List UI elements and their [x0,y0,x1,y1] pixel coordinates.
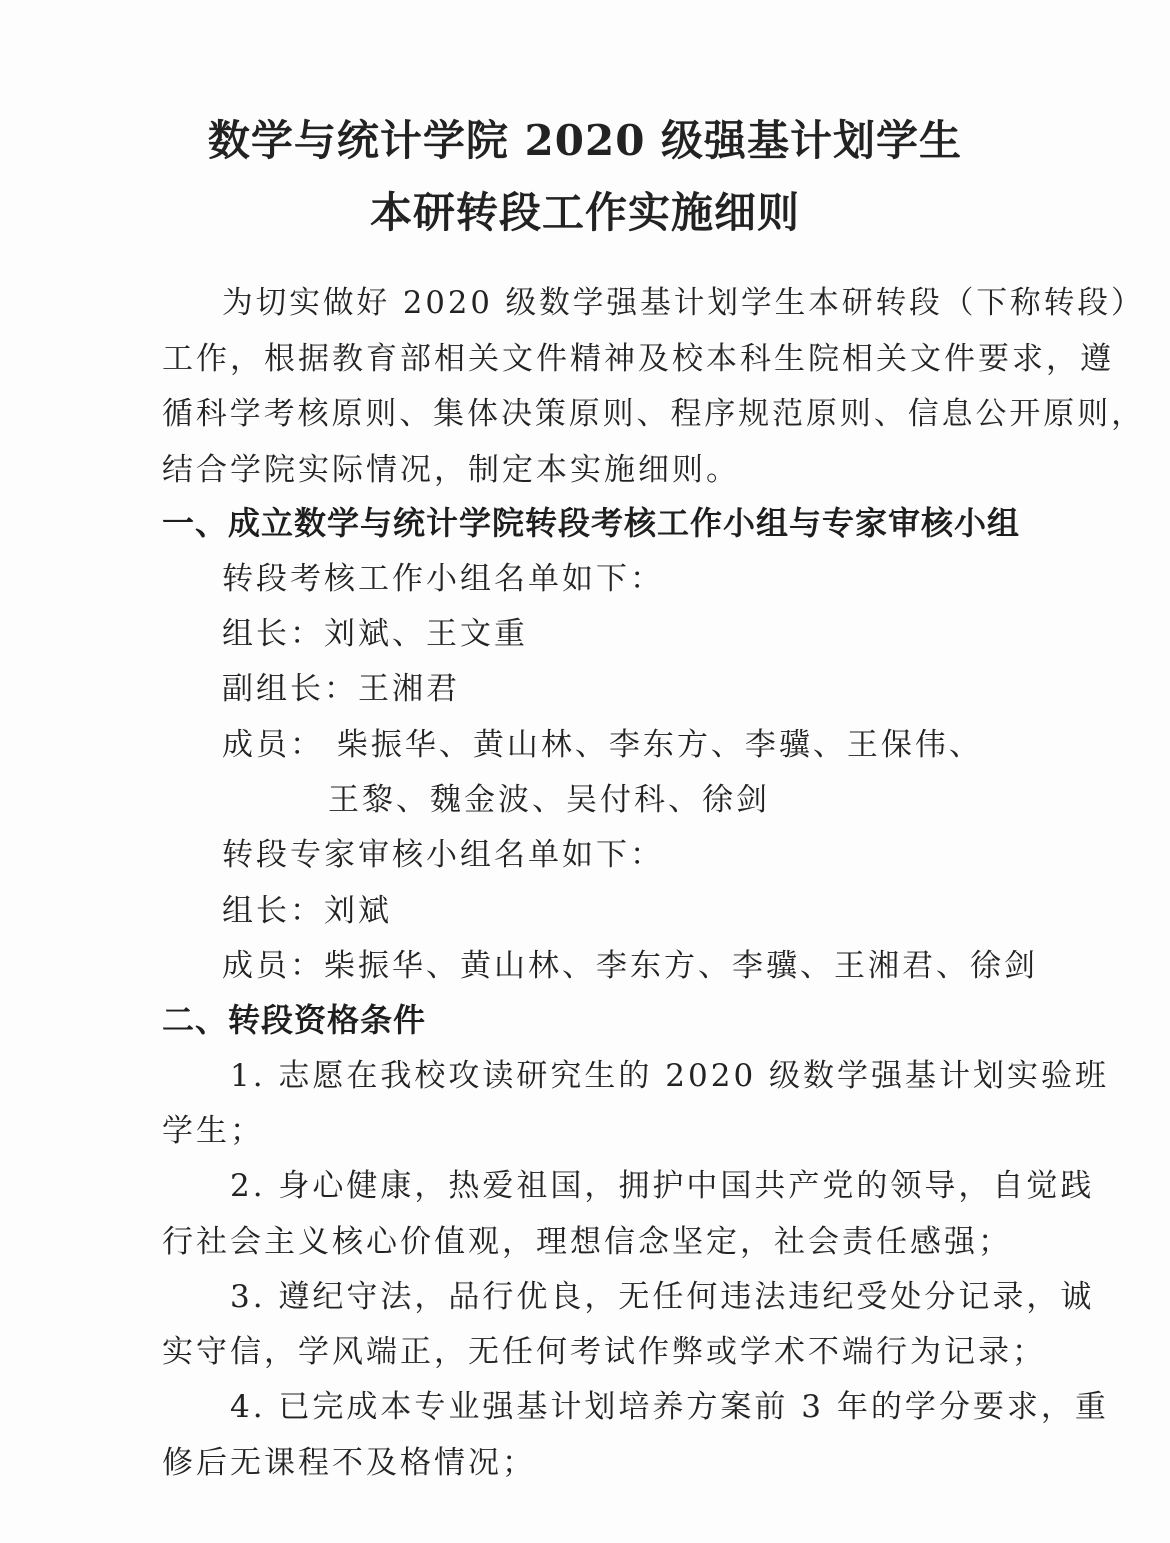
work-group-intro: 转段考核工作小组名单如下： [222,561,664,597]
condition-3-line-1: 3. 遵纪守法，品行优良，无任何违法违纪受处分记录，诚 [230,1279,1095,1315]
condition-1-line-1: 1. 志愿在我校攻读研究生的 2020 级数学强基计划实验班 [230,1058,1110,1094]
document-title-line-2: 本研转段工作实施细则 [369,188,800,237]
work-group-members-line-1: 成员： 柴振华、黄山林、李东方、李骥、王保伟、 [222,727,983,763]
intro-line-4: 结合学院实际情况，制定本实施细则。 [162,452,740,488]
intro-line-1: 为切实做好 2020 级数学强基计划学生本研转段（下称转段） [222,285,1145,321]
condition-2-line-2: 行社会主义核心价值观，理想信念坚定，社会责任感强； [162,1224,1012,1260]
section-1-heading: 一、成立数学与统计学院转段考核工作小组与专家审核小组 [162,504,1021,542]
work-group-vice-leader: 副组长：王湘君 [222,671,460,707]
condition-4-line-2: 修后无课程不及格情况； [162,1445,536,1481]
work-group-members-line-2: 王黎、魏金波、吴付科、徐剑 [328,782,770,818]
intro-line-3: 循科学考核原则、集体决策原则、程序规范原则、信息公开原则， [162,396,1145,432]
condition-3-line-2: 实守信，学风端正，无任何考试作弊或学术不端行为记录； [162,1334,1046,1370]
condition-2-line-1: 2. 身心健康，热爱祖国，拥护中国共产党的领导，自觉践 [230,1168,1095,1204]
expert-group-members: 成员：柴振华、黄山林、李东方、李骥、王湘君、徐剑 [222,948,1038,984]
expert-group-intro: 转段专家审核小组名单如下： [222,837,664,873]
section-2-heading: 二、转段资格条件 [162,1001,427,1039]
condition-1-line-2: 学生； [162,1113,264,1149]
condition-4-line-1: 4. 已完成本专业强基计划培养方案前 3 年的学分要求，重 [230,1389,1109,1425]
expert-group-leader: 组长：刘斌 [222,893,392,929]
document-title-line-1: 数学与统计学院 2020 级强基计划学生 [207,116,963,165]
work-group-leader: 组长：刘斌、王文重 [222,616,528,652]
intro-line-2: 工作，根据教育部相关文件精神及校本科生院相关文件要求，遵 [162,341,1114,377]
